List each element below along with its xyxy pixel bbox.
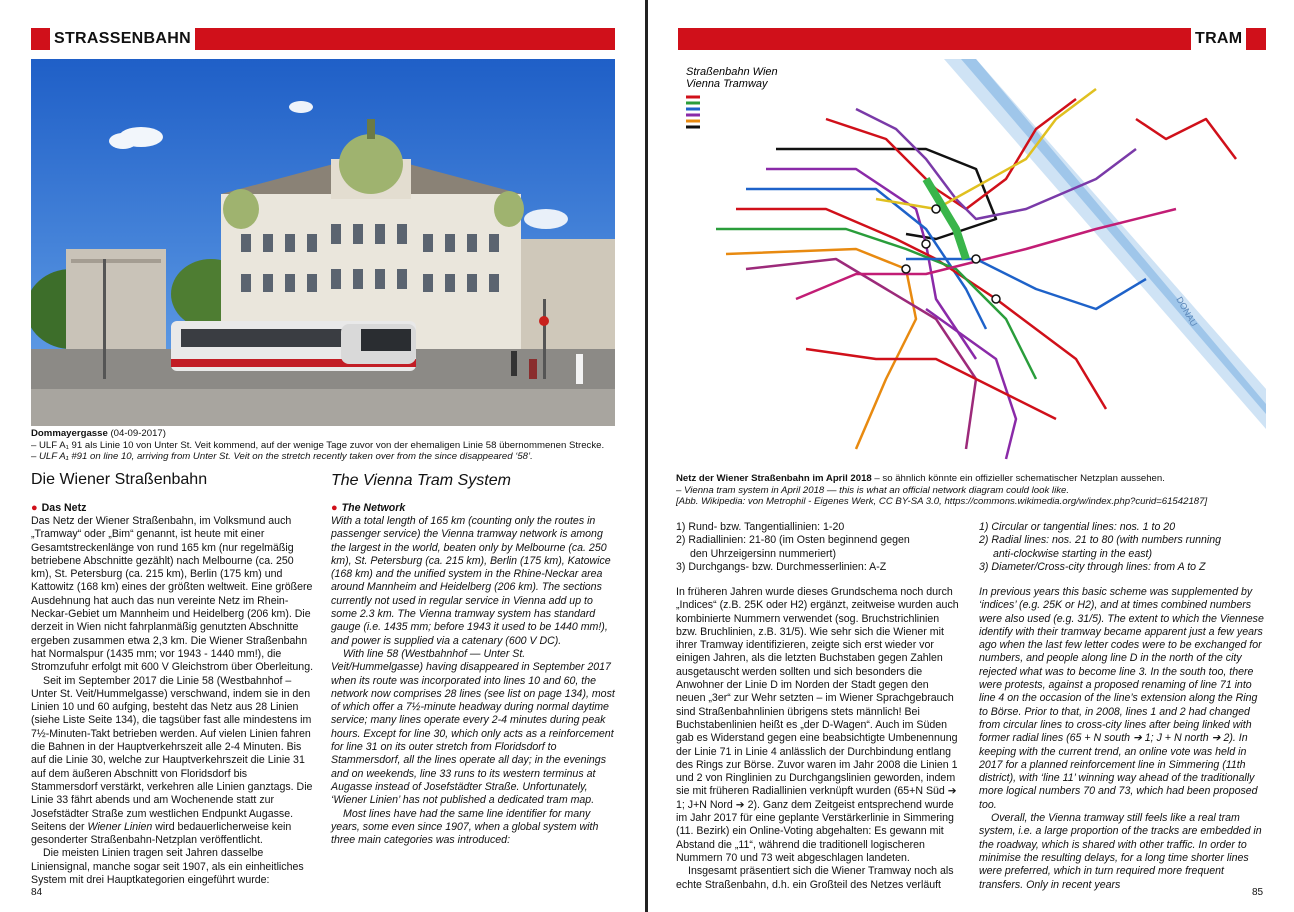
photo-caption-date: (04-09-2017) [110,428,166,439]
map-caption-title: Netz der Wiener Straßenbahn im April 2018 [676,473,872,484]
list-item: anti-clockwise starting in the east) [993,547,1152,560]
paragraph: With line 58 (Westbahnhof — Unter St. Veit/Hummelgasse) having disappeared in September 2017 when its route was incorporated into lines 10 and 60, the network now comprises 28 lines (see list on page 134), most of which offer a 7½-minute headway during normal daytime service; many lines operate every 2-4 minutes during peak hours. Except for line 30, which only acts as a reinforcement for line 31 on its outer stretch from Floridsdorf to Stammersdorf, all the lines operate all day; in the evenings and on weekends, line 33 runs to its western terminus at Augasse instead of Josefstädter Straße. Unfortunately, ‘Wiener Linien’ has not published a dedicated tram map. [331,647,615,807]
category-list-en [979,521,1269,574]
map-title-en: Vienna Tramway [686,78,768,90]
heading-en: The Vienna Tram System [331,472,511,489]
bullet-icon: ● [31,502,38,514]
category-list-de [676,521,966,574]
list-item: 3) Durchgangs- bzw. Durchmesserlinien: A-Z [676,560,887,573]
paragraph: Most lines have had the same line identifier for many years, some even since 1907, when a global system with three main categories was introduced: [331,807,599,847]
map-illustration [676,59,1266,471]
photo-caption-de: – ULF A₁ 91 als Linie 10 von Unter St. Veit kommend, auf der wenige Tage zuvor von der ehemaligen Linie 58 übernommenen Strecke. [31,439,605,451]
paragraph-italic: Wiener Linien [87,820,153,833]
paragraph: In früheren Jahren wurde dieses Grundschema noch durch „Indices“ (z.B. 25K oder H2) ergänzt, zeitweise wurden auch kombinierte Nummern verwendet (sog. Bruchstrichlinien bzw. Bruchlinien, z.B. 31/5). Wie sehr sich die Wiener mit ihrer Tramway identifizieren, zeigte sich erst wieder vor einigen Jahren, als die letzten Buchstaben gegen Zahlen ausgetauscht werden sollten und sich besonders die Anwohner der Linie D im Norden der Stadt gegen den neuen „3er“ zur Wehr setzten – im Wiener Sprachgebrauch sind Straßenbahnlinien übrigens stets männlich! Bei Buchstabenlinien heißt es „der D-Wagen“. Auch im Süden gab es Widerstand gegen eine beabsichtigte Umbenennung der Linie 71 in Linie 4 anlässlich der Durchbindung entlang des Rings zur Börse. Zuvor waren im Jahr 2008 die Linien 1 und 2 von Ringlinien zu Durchgangslinien geworden, indem sie mit früheren Radiallinien verknüpft wurden (65+N Süd ➔ 1; J+N Nord ➔ 2). Ganz dem Zeitgeist entsprechend wurde im Jahr 2017 für eine geplante Verstärkerlinie in Simmering (11. Bezirk) ein Online-Voting abgehalten: Es gewann mit Abstand die „11“, während die traditionell logischeren Nummern 70 und 73 weit abgeschlagen landeten. [676,586,959,864]
map-caption-en: – Vienna tram system in April 2018 — this is what an official network diagram could look like. [676,484,1069,496]
paragraph: Overall, the Vienna tramway still feels like a real tram system, i.e. a large proportion of the tracks are embedded in the roadway, which is shared with other traffic. In order to minimise the resulting delays, for a long time shorter lines were preferred, which in turn required more frequent transfers. Only in recent years [979,812,1262,891]
list-item: 1) Rund- bzw. Tangentiallinien: 1-20 [676,521,845,533]
map-title-de: Straßenbahn Wien [686,66,778,78]
paragraph: Insgesamt präsentiert sich die Wiener Tramway noch als echte Straßenbahn, d.h. ein Großteil des Netzes verläuft [676,865,954,891]
paragraph: In previous years this basic scheme was supplemented by ‘indices’ (e.g. 25K or H2), and at times combined numbers were also used (e.g. 31/5). The extent to which the Viennese identify with their tramway became apparent just a few years ago when the last few letter codes were to be exchanged for numbers, and people along line D in the north of the city rejected what was to become line 3. In the south too, there were protests, against a proposed renaming of line 71 into line 4 on the occasion of the line’s extension along the Ring to Börse. Prior to that, in 2008, lines 1 and 2 had changed from circular lines to cross-city lines after being linked with former radial lines (65 + N south ➔ 1; J + N north ➔ 2). In keeping with the current trend, an online vote was held in 2017 for a planned reinforcement line in Simmering (11th district), with ‘line 11’ winning way ahead of the traditionally more logical numbers 70 and 73, which had been proposed too. [979,586,1264,811]
heading-de: Die Wiener Straßenbahn [31,471,208,488]
page-number-right: 85 [1252,887,1264,898]
subheading-de-text: Das Netz [41,502,87,514]
bullet-icon: ● [331,502,338,514]
list-item: den Uhrzeigersinn nummeriert) [690,547,837,560]
photo-caption-en: – ULF A₁ #91 on line 10, arriving from Unter St. Veit on the stretch recently taken over from the since disappeared ‘58’. [31,451,533,462]
paragraph: Die meisten Linien tragen seit Jahren dasselbe Liniensignal, manche sogar seit 1907, als ein einheitliches System mit drei Hauptkategorien eingeführt wurde: [31,847,304,887]
list-item: 2) Radiallinien: 21-80 (im Osten beginnend gegen [676,534,910,547]
paragraph-text: Seit im September 2017 die Linie 58 (Westbahnhof – Unter St. Veit/Hummelgasse) verschwand, indem sie in den Linien 10 und 60 aufging, besteht das Netz aus 28 Linien (siehe Liste Seite 134), die tagsüber fast alle mindestens im 7½-Minuten-Takt betrieben werden. Auf vielen Linien fahren die Bahnen in der Hauptverkehrszeit alle 2-4 Minuten. Bis auf die Linie 30, welche zur Hauptverkehrszeit die Linie 31 auf dem äußeren Abschnitt von Floridsdorf bis Stammersdorf verstärkt, verkehren alle Linien ganztags. Die Linie 33 fährt abends und am Wochenende statt zur Josefstädter Straße zum westlichen Endpunkt Augasse. Seitens der [31,674,313,833]
photo-caption-title: Dommayergasse [31,428,108,439]
header-bar-right [678,28,1266,50]
list-item: 1) Circular or tangential lines: nos. 1 to 20 [979,521,1176,533]
map-caption-source: [Abb. Wikipedia: von Metrophil - Eigenes Werk, CC BY-SA 3.0, https://commons.wikimedia.org/w/index.php?curid=61542187] [676,496,1208,507]
section-header-left: STRASSENBAHN [50,27,195,51]
map-caption-de: – so ähnlich könnte ein offizieller schematischer Netzplan aussehen. [874,473,1165,484]
tram-network-map [676,59,1266,471]
paragraph-text: wird bedauerlicherweise kein gesonderter Straßenbahn-Netzplan veröffentlicht. [31,820,292,847]
column-de-right [676,586,961,892]
subheading-en-text: The Network [341,502,406,514]
paragraph: With a total length of 165 km (counting only the routes in passenger service) the Vienna tramway network is among the largest in the world, beaten only by Melbourne (ca. 250 km), St. Petersburg (ca. 215 km), Berlin (175 km), Katowice (168 km) and the unified system in the Rhine-Neckar area around Mannheim and Heidelberg (206 km). The sections currently not used in regular service in Vienna add up to some 2.3 km. The Vienna tramway system has standard gauge (i.e. 1435 mm; before 1943 it used to be 1440 mm!), and power is supplied via a catenary (600 V DC). [331,515,611,647]
column-en-right [979,586,1266,892]
list-item: 2) Radial lines: nos. 21 to 80 (with numbers running [979,534,1222,547]
river-label: DONAU [1174,295,1200,329]
list-item: 3) Diameter/Cross-city through lines: from A to Z [979,560,1206,573]
paragraph: Das Netz der Wiener Straßenbahn, im Volksmund auch „Tramway“ oder „Bim“ genannt, ist heute mit einer Gesamtstreckenlänge von rund 165 km (nur regelmäßig betriebene Abschnitte gezählt) nach Melbourne (ca. 250 km), St. Petersburg (ca. 215 km), Berlin (175 km) und Kattowitz (168 km) eines der größten weltweit. Eine größere Ausdehnung hat auch das nun vereinte Netz im Rhein-Neckar-Gebiet um Mannheim und Heidelberg (206 km). Die derzeit in Wien nicht fahrplanmäßig genutzten Abschnitte ergeben zusammen etwa 2,3 km. Die Wiener Straßenbahn hat Normalspur (1435 mm; vor 1943 - 1440 mm!), die Stromzufuhr erfolgt mit 600 V Gleichstrom über Oberleitung. [31,515,314,674]
page-number-left: 84 [31,887,43,898]
section-header-right: TRAM [1191,27,1246,51]
map-caption [676,473,1276,508]
